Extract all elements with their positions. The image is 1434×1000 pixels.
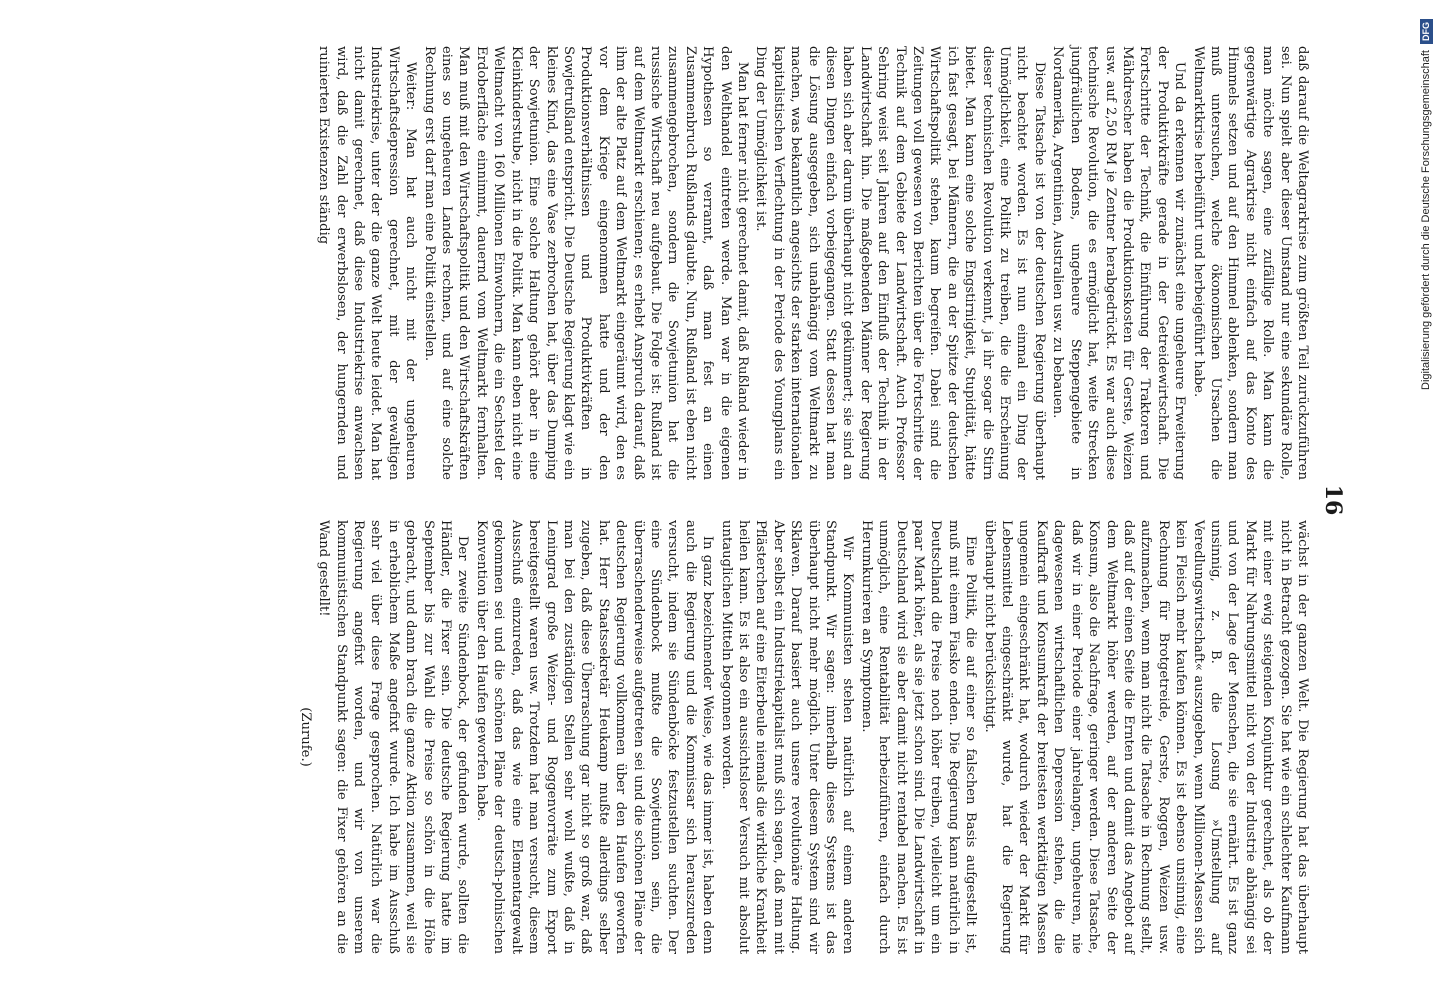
dfg-logo: DFG [1420,19,1433,44]
paragraph: Wir Kommunisten stehen natürlich auf einem anderen Standpunkt. Wir sagen: innerhalb dieses Systems ist das überhaupt nicht mehr möglich. Unter diesem System sind wir Sklaven. Darauf basiert auch unsere revolutionäre Haltung. Aber selbst ein Industriekapitalist muß sich sagen, daß man mit Pflästerchen auf eine Eiterbeule niemals die wirkliche Krankheit heilen kann. Es ist also ein aussichtsloser Versuch mit absolut untauglichen Mitteln begonnen worden. [718,520,856,954]
page-number: 16 [1320,484,1346,516]
digitization-credit [1418,10,1434,390]
rotated-page [117,20,1357,980]
paragraph: wächst in der ganzen Welt. Die Regierung hat das überhaupt nicht in Betracht gezogen. Sie hat wie ein schlechter Kaufmann mit einer ewig steigenden Konjunktur gerechnet, als ob der Markt für Nahrungsmittel nicht von der Industrie abhängig sei und von der Lage der Menschen, die sie ernährt. Es ist ganz unsinnig, z. B. die Losung »Umstellung auf Veredlungswirtschaft« auszugeben, wenn Millionen-Massen sich kein Fleisch mehr kaufen können. Es ist ebenso unsinnig, eine Rechnung für Brotgetreide, Gerste, Roggen, Weizen usw. aufzumachen, wenn man nicht die Tatsache in Rechnung stellt, daß auf der einen Seite die Ernten und damit das Angebot auf dem Weltmarkt höher werden, auf der anderen Seite der Konsum, also die Nachfrage, geringer werden. Diese Tatsache, daß wir in einer Periode einer jahrelangen, ungeheuren, nie dagewesenen wirtschaftlichen Depression stehen, die die Kaufkraft und Konsumkraft der breitesten werktätigen Massen ungemein eingeschränkt hat, wodurch wieder der Markt für Lebensmittel eingeschränkt wurde, hat die Regierung überhaupt nicht berücksichtigt. [981,520,1310,954]
left-column [117,46,1311,480]
right-column [117,520,1311,954]
paragraph: Und da erkennen wir zunächst eine ungeheure Erweiterung der Produktivkräfte gerade in der Getreidewirtschaft. Die Fortschritte der Technik, die Einführung der Traktoren und Mähdrescher haben die Produktionskosten für Gerste, Weizen usw. auf 2,50 RM je Zentner herabgedrückt. Es war auch diese technische Revolution, die es ermöglicht hat, weite Strecken jungfräulichen Bodens, ungeheure Steppengebiete in Nordamerika, Argentinien, Australien usw. zu bebauen. [1050,46,1188,480]
paragraph: Weiter: Man hat auch nicht mit der ungeheuren Wirtschaftsdepression gerechnet, mit der gewaltigen Industriekrise, unter der die ganze Welt heute leidet. Man hat nicht damit gerechnet, daß diese Industriekrise anwachsen wird, daß die Zahl der erwerbslosen, der hungernden und ruinierten Existenzen ständig [316,46,419,480]
interjection: (Zurufe.) [297,707,313,767]
paragraph: In ganz bezeichnender Weise, wie das immer ist, haben denn auch die Regierung und die Kommissar sich herauszureden versucht, indem sie Sündenböcke festzustellen suchten. Der eine Sündenbock mußte die Sowjetunion sein, die überraschenderweise aufgetreten sei und die schönen Pläne der deutschen Regierung vollkommen über den Haufen geworfen hat. Herr Staatssekretär Heukamp mußte allerdings selber zugeben, daß diese Überraschung gar nicht so groß war, daß man bei den zuständigen Stellen sehr wohl wußte, daß in Leningrad große Weizen- und Roggenvorräte zum Export bereitgestellt waren usw. Trotzdem hat man versucht, diesem Ausschuß einzureden, daß das wie eine Elementargewalt gekommen sei und die schönen Pläne der deutsch-polnischen Konvention über den Haufen geworfen habe. [473,520,716,954]
paragraph: Diese Tatsache ist von der deutschen Regierung überhaupt nicht beachtet worden. Es ist nun einmal ein Ding der Unmöglichkeit, eine Politik zu treiben, die die Erscheinung dieser technischen Revolution verkennt, ja ihr sogar die Stirn bietet. Man kann eine solche Engstirnigkeit, Stupidität, hätte ich fast gesagt, bei Männern, die an der Spitze der deutschen Wirtschaftspolitik stehen, kaum begreifen. Dabei sind die Zeitungen voll gewesen von Berichten über die Fortschritte der Technik auf dem Gebiete der Landwirtschaft. Auch Professor Sehring weist seit Jahren auf den Einfluß der Technik in der Landwirtschaft hin. Die maßgebenden Männer der Regierung haben sich aber darum überhaupt nicht gekümmert; sie sind an diesen Dingen einfach vorbeigegangen. Statt dessen hat man die Lösung ausgegeben, sich unabhängig vom Weltmarkt zu machen, was bekanntlich angesichts der starken internationalen kapitalistischen Verflechtung in der Periode des Youngplans ein Ding der Unmöglichkeit ist. [753,46,1047,480]
paragraph: Der zweite Sündenbock, der gefunden wurde, sollten die Händler, die Fixer sein. Die deutsche Regierung hatte im September bis zur Wahl die Preise so schön in die Höhe gebracht, und dann brach die ganze Aktion zusammen, weil sie in erheblichem Maße angefixt wurde. Ich habe im Ausschuß sehr viel über diese Frage gesprochen. Natürlich war die Regierung angefixt worden, und wir von unserem kommunistischen Standpunkt sagen: die Fixer gehören an die Wand gestellt! [316,520,471,954]
credit-text: Digitalisierung gefördert durch die Deutsche Forschungsgemeinschaft [1420,50,1432,390]
text-columns [117,20,1315,980]
credit-line [1418,10,1434,390]
paragraph: Man hat ferner nicht gerechnet damit, daß Rußland wieder in den Welthandel eintreten werde. Man war in die eigenen Hypothesen so verrannt, daß man fest an einen Zusammenbruch Rußlands glaubte. Nun, Rußland ist eben nicht zusammengebrochen, sondern die Sowjetunion hat die russische Wirtschaft neu aufgebaut. Die Folge ist: Rußland ist auf dem Weltmarkt erschienen; es erhebt Anspruch darauf, daß ihm der alte Platz auf dem Weltmarkt eingeräumt wird, den es vor dem Kriege eingenommen hatte und der den Produktionsverhältnissen und Produktivkräften in Sowjetrußland entspricht. Die Deutsche Regierung klagt wie ein kleines Kind, das eine Vase zerbrochen hat, über das Dumping der Sowjetunion. Eine solche Haltung gehört aber in eine Kleinkinderstube, nicht in die Politik. Man kann eben nicht eine Weltmacht von 160 Millionen Einwohnern, die ein Sechstel der Erdoberfläche einnimmt, dauernd vom Weltmarkt fernhalten. Man muß mit den Wirtschaftspolitik und den Wirtschaftskräften eines so ungeheuren Landes rechnen, und auf eine solche Rechnung erst darf man eine Politik einstellen. [421,46,750,480]
paragraph: Eine Politik, die auf einer so falschen Basis aufgestellt ist, muß mit einem Fiasko enden. Die Regierung kann natürlich in Deutschland die Preise noch höher treiben, vielleicht um ein paar Mark höher, als sie jetzt schon sind. Die Landwirtschaft in Deutschland wird sie aber damit nicht rentabel machen. Es ist unmöglich, eine Rentabilität herbeizuführen, einfach durch Herumkurieren an Symptomen. [858,520,979,954]
paragraph: daß darauf die Weltagrarkrise zum größten Teil zurückzuführen sei. Nun spielt aber dieser Umstand nur eine sekundäre Rolle, man möchte sagen, eine zufällige Rolle. Man kann die gegenwärtige Agrarkrise nicht einfach auf das Konto des Himmels setzen und auf den Himmel ablenken, sondern man muß untersuchen, welche ökonomischen Ursachen die Weltmarktkrise herbeiführt und herbeigeführt habe. [1190,46,1310,480]
